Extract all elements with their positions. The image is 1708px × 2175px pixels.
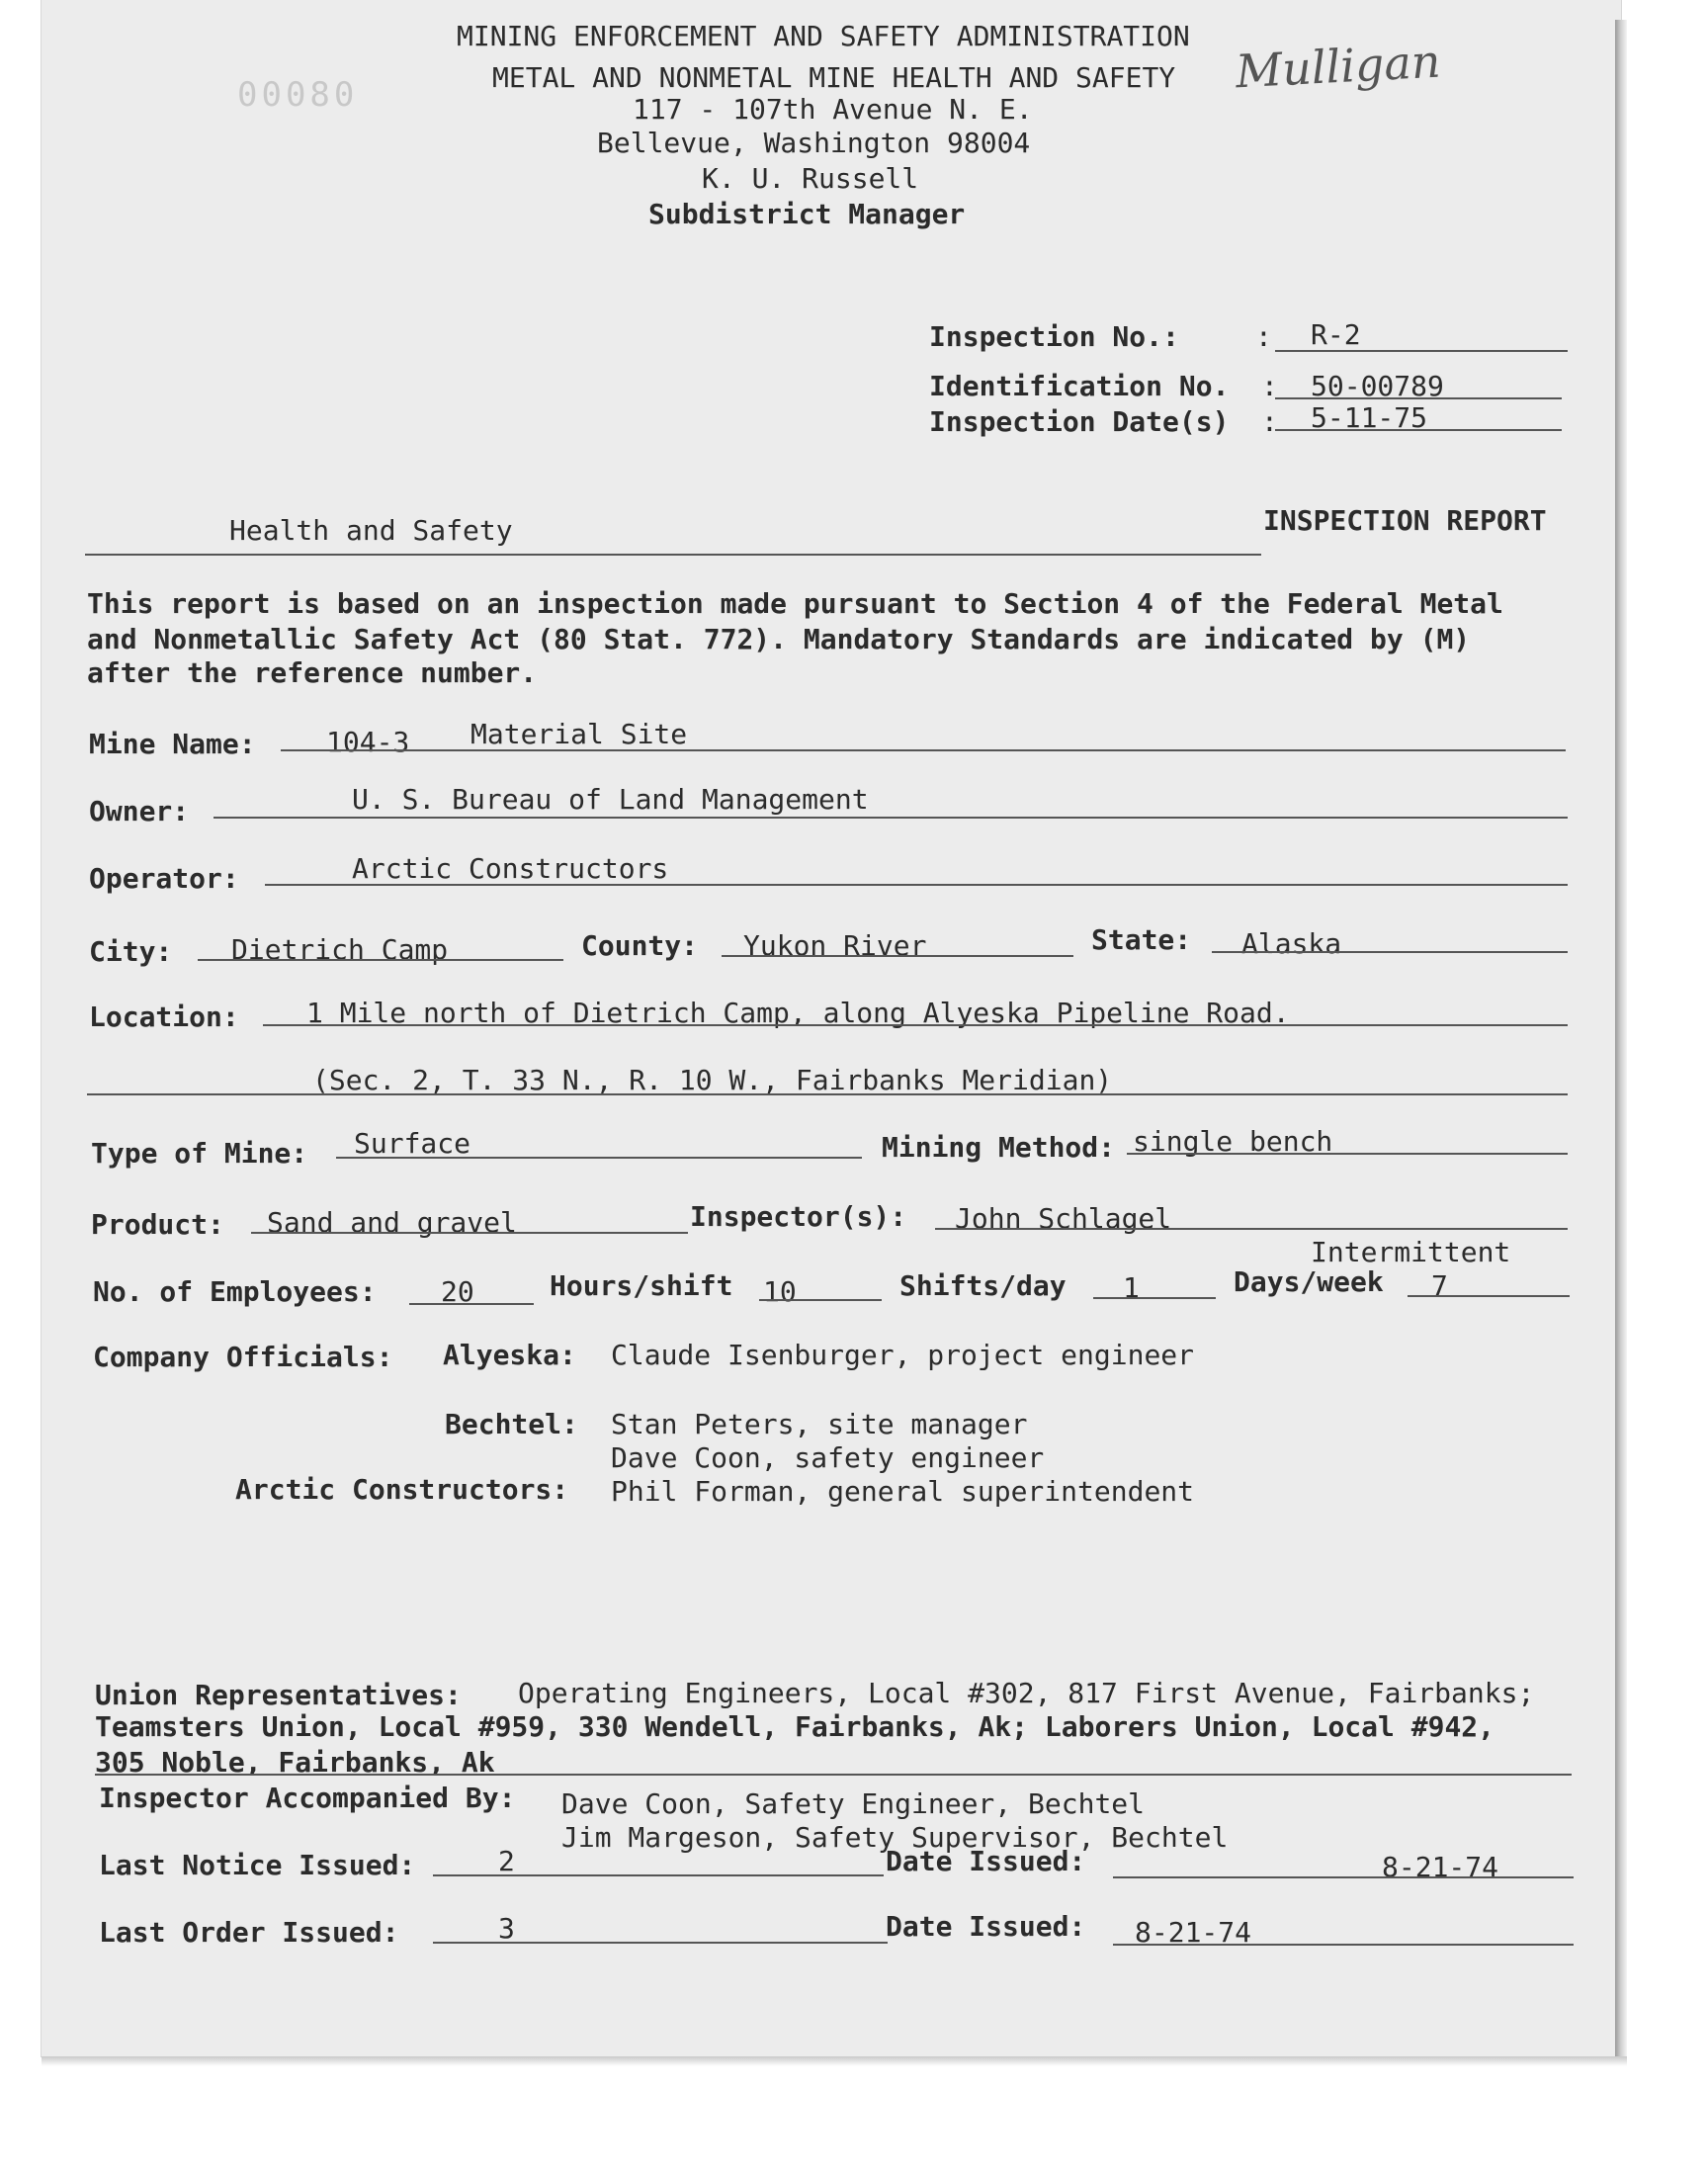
days-line <box>1408 1295 1570 1297</box>
city-line <box>198 959 563 961</box>
inspection-number-line <box>1275 350 1568 352</box>
order-date-label: Date Issued: <box>886 1910 1086 1943</box>
location-label: Location: <box>89 1000 239 1033</box>
days-label: Days/week <box>1234 1265 1384 1298</box>
alyeska-official: Claude Isenburger, project engineer <box>611 1339 1195 1371</box>
identification-number-value: 50-00789 <box>1311 370 1444 402</box>
days-value: 7 <box>1431 1269 1448 1302</box>
employees-value: 20 <box>441 1275 474 1308</box>
days-note: Intermittent <box>1311 1236 1511 1268</box>
address-line-2: Bellevue, Washington 98004 <box>597 127 1031 159</box>
owner-line <box>214 817 1568 819</box>
last-notice-value: 2 <box>498 1845 515 1877</box>
intro-line-2: and Nonmetallic Safety Act (80 Stat. 772). Mandatory Standards are indicated by (M) <box>87 623 1471 655</box>
product-line <box>251 1232 688 1234</box>
owner-value: U. S. Bureau of Land Management <box>352 783 869 816</box>
identification-number-line <box>1275 397 1562 399</box>
mining-method-label: Mining Method: <box>882 1131 1116 1164</box>
last-order-label: Last Order Issued: <box>99 1916 399 1949</box>
inspection-date-value: 5-11-75 <box>1311 401 1428 434</box>
shifts-value: 1 <box>1123 1271 1140 1304</box>
location-line-2: (Sec. 2, T. 33 N., R. 10 W., Fairbanks Meridian) <box>312 1064 1113 1096</box>
mine-name-line <box>281 749 1566 751</box>
report-category: Health and Safety <box>229 514 513 547</box>
document-stamp: 00080 <box>237 75 359 115</box>
mine-type-line <box>336 1157 862 1159</box>
mine-name-number: 104-3 <box>326 726 410 758</box>
bechtel-label: Bechtel: <box>445 1408 578 1440</box>
inspection-date-label: Inspection Date(s) <box>929 405 1230 438</box>
owner-label: Owner: <box>89 795 190 827</box>
mine-type-value: Surface <box>354 1127 471 1160</box>
inspection-number-value: R-2 <box>1311 318 1361 351</box>
operator-value: Arctic Constructors <box>352 852 669 885</box>
intro-line-1: This report is based on an inspection made pursuant to Section 4 of the Federal Metal <box>87 587 1503 620</box>
location-line-1: 1 Mile north of Dietrich Camp, along Alyeska Pipeline Road. <box>306 997 1290 1029</box>
accompanied-label: Inspector Accompanied By: <box>99 1782 516 1814</box>
inspection-number-colon: : <box>1255 320 1272 353</box>
arctic-constructors-label: Arctic Constructors: <box>235 1473 569 1506</box>
hours-value: 10 <box>763 1275 797 1308</box>
intro-line-3: after the reference number. <box>87 656 538 689</box>
union-line-1: Operating Engineers, Local #302, 817 First Avenue, Fairbanks; <box>518 1677 1535 1709</box>
last-notice-line <box>433 1874 884 1876</box>
union-label: Union Representatives: <box>95 1679 462 1711</box>
order-date-value: 8-21-74 <box>1135 1916 1252 1949</box>
state-label: State: <box>1091 923 1192 956</box>
state-line <box>1212 951 1568 953</box>
city-label: City: <box>89 935 173 968</box>
notice-date-line <box>1113 1876 1574 1878</box>
shifts-line <box>1093 1297 1216 1299</box>
inspector-value: John Schlagel <box>955 1202 1172 1235</box>
accompanied-line-1: Dave Coon, Safety Engineer, Bechtel <box>561 1787 1146 1820</box>
operator-line <box>265 884 1568 886</box>
company-officials-label: Company Officials: <box>93 1341 393 1373</box>
manager-title: Subdistrict Manager <box>648 198 966 230</box>
division-name: METAL AND NONMETAL MINE HEALTH AND SAFETY <box>492 61 1176 94</box>
inspection-date-colon: : <box>1261 405 1278 438</box>
order-date-line <box>1113 1944 1574 1946</box>
report-category-line <box>85 554 1261 556</box>
county-label: County: <box>581 929 699 962</box>
county-line <box>722 955 1073 957</box>
arctic-constructors-official: Phil Forman, general superintendent <box>611 1475 1195 1508</box>
bechtel-official-1: Stan Peters, site manager <box>611 1408 1028 1440</box>
union-line-rule <box>95 1774 1572 1776</box>
product-label: Product: <box>91 1208 224 1241</box>
employees-line <box>409 1303 534 1305</box>
hours-label: Hours/shift <box>550 1269 733 1302</box>
page-bottom-shadow <box>42 2056 1627 2066</box>
mine-type-label: Type of Mine: <box>91 1137 308 1170</box>
agency-name: MINING ENFORCEMENT AND SAFETY ADMINISTRATION <box>457 20 1190 52</box>
manager-name: K. U. Russell <box>702 162 919 195</box>
last-order-line <box>433 1942 888 1944</box>
mining-method-value: single bench <box>1133 1125 1333 1158</box>
notice-date-value: 8-21-74 <box>1382 1851 1499 1883</box>
state-value: Alaska <box>1241 927 1342 960</box>
identification-number-colon: : <box>1261 370 1278 402</box>
union-line-2: Teamsters Union, Local #959, 330 Wendell, Fairbanks, Ak; Laborers Union, Local #942, <box>95 1710 1495 1743</box>
mining-method-line <box>1127 1153 1568 1155</box>
location-line-2-rule <box>87 1093 1568 1095</box>
bechtel-official-2: Dave Coon, safety engineer <box>611 1441 1045 1474</box>
notice-date-label: Date Issued: <box>886 1845 1086 1877</box>
hours-line <box>759 1299 882 1301</box>
location-line-1-rule <box>263 1024 1568 1026</box>
inspection-date-line <box>1275 429 1562 431</box>
accompanied-line-2: Jim Margeson, Safety Supervisor, Bechtel <box>561 1821 1229 1854</box>
handwritten-name: Mulligan <box>1234 34 1442 99</box>
shifts-label: Shifts/day <box>899 1269 1067 1302</box>
alyeska-label: Alyeska: <box>443 1339 576 1371</box>
county-value: Yukon River <box>743 929 927 962</box>
identification-number-label: Identification No. <box>929 370 1230 402</box>
report-title: INSPECTION REPORT <box>1263 504 1547 537</box>
last-notice-label: Last Notice Issued: <box>99 1849 416 1881</box>
employees-label: No. of Employees: <box>93 1275 377 1308</box>
inspector-label: Inspector(s): <box>690 1200 907 1233</box>
city-value: Dietrich Camp <box>231 933 449 966</box>
product-value: Sand and gravel <box>267 1206 517 1239</box>
inspection-number-label: Inspection No.: <box>929 320 1179 353</box>
mine-name-value: Material Site <box>470 718 688 750</box>
page-edge-shadow <box>1615 20 1627 2056</box>
mine-name-label: Mine Name: <box>89 728 256 760</box>
operator-label: Operator: <box>89 862 239 895</box>
last-order-value: 3 <box>498 1912 515 1945</box>
address-line-1: 117 - 107th Avenue N. E. <box>633 93 1033 126</box>
inspector-line <box>935 1228 1568 1230</box>
union-line-3: 305 Noble, Fairbanks, Ak <box>95 1746 495 1779</box>
